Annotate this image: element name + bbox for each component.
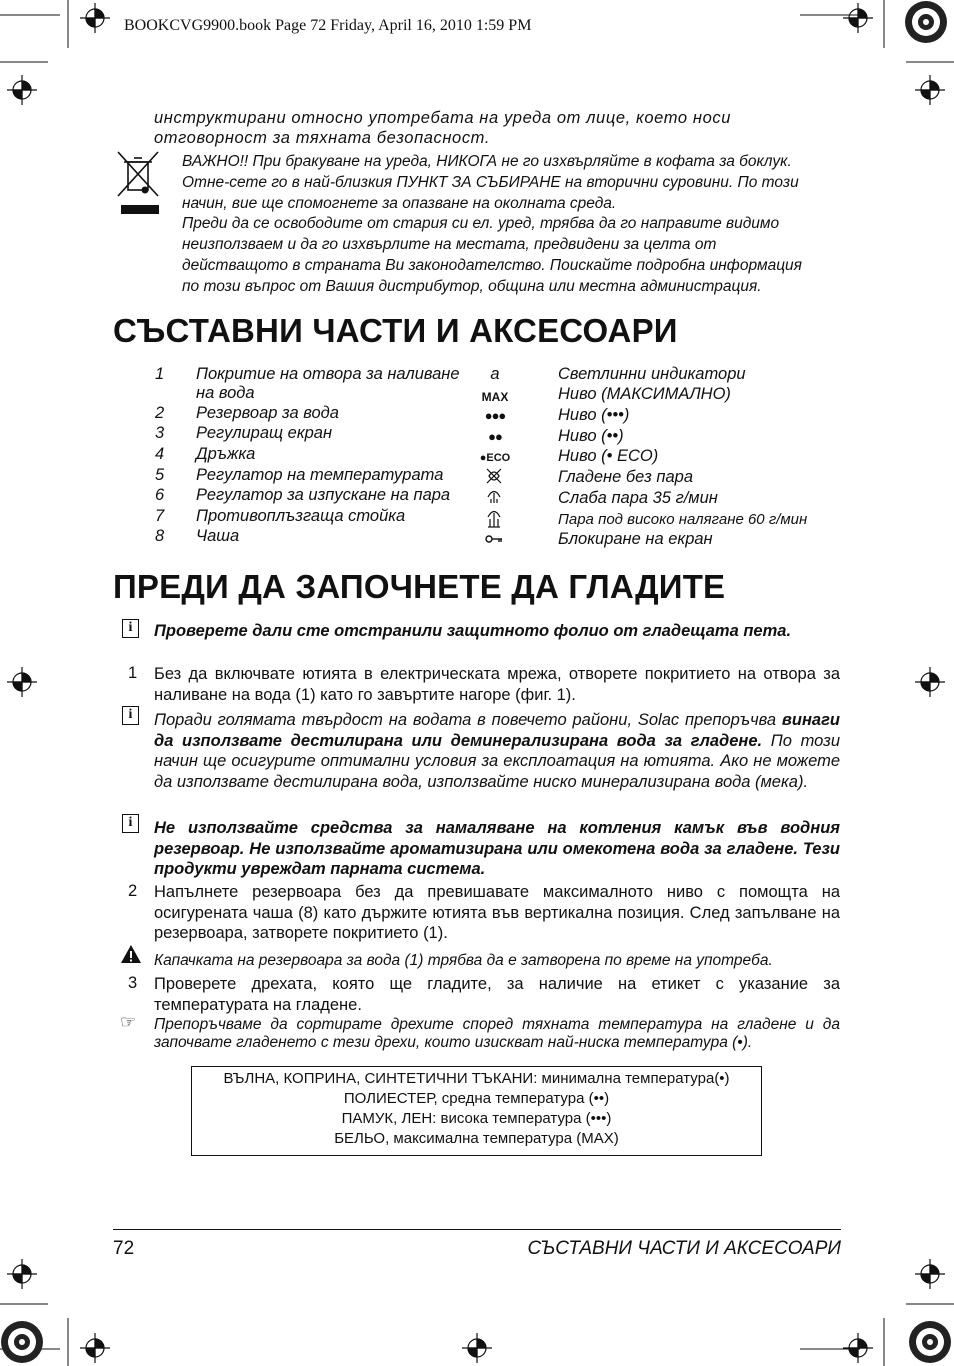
fabric-temperature-table xyxy=(191,1066,762,1156)
print-header-stamp: BOOKCVG9900.book Page 72 Friday, April 16, 2010 1:59 PM xyxy=(124,17,532,34)
footer-section-title: СЪСТАВНИ ЧАСТИ И АКСЕСОАРИ xyxy=(527,1238,841,1259)
note-water-hardness xyxy=(154,710,840,792)
part-name: Противоплъзгаща стойка xyxy=(196,507,406,525)
weee-line: начин, вие ще спомогнете за опазване на околната среда. xyxy=(182,194,617,212)
weee-line: Отне-сете го в най-близкия ПУНКТ ЗА СЪБИРАНЕ на вторични суровини. По този xyxy=(182,173,799,191)
part-number: 7 xyxy=(155,507,165,525)
table-row: ПАМУК, ЛЕН: висока температура (•••) xyxy=(341,1110,612,1127)
weee-line: неизползваем и да го изхвърлите на местата, предвидени за целта от xyxy=(182,236,717,254)
tip-sort-clothes: Препоръчваме да сортирате дрехите според тяхната температура на гладене и да започвате гладенето с тези дрехи, които изискват най-ниска температура (•). xyxy=(154,1016,840,1051)
part-number: 8 xyxy=(155,527,165,545)
part-name: Чаша xyxy=(196,527,240,545)
step-number: 1 xyxy=(128,664,138,682)
note-emphasis: винаги да използвате дестилирана или деминерализирана вода за гладене. xyxy=(154,711,840,750)
part-name: Регулиращ екран xyxy=(196,424,333,442)
max-level-symbol: MAX xyxy=(481,390,509,404)
step-fill-tank: Напълнете резервоара без да превишавате максималното ниво с помощта на осигурената чаша (8) като държите ютията във вертикална позиция. След запълване на резервоара, затворете покритието (1). xyxy=(154,883,840,942)
part-number: 4 xyxy=(155,445,165,463)
pointing-hand-icon: ☞ xyxy=(120,1012,137,1032)
footer-divider xyxy=(113,1229,841,1230)
part-number: 2 xyxy=(155,404,165,422)
part-number: 5 xyxy=(155,466,165,484)
part-name: Дръжка xyxy=(196,445,256,463)
high-steam-icon xyxy=(485,507,503,529)
note-no-descaling-agents: Не използвайте средства за намаляване на котления камък във водния резервоар. Не използвайте ароматизирана или омекотена вода за гладене. Тези продукти увреждат парната система. xyxy=(154,819,840,878)
weee-line: по този въпрос от Вашия дистрибутор, община или местна администрация. xyxy=(182,277,762,295)
two-dots-symbol: ●● xyxy=(488,429,502,444)
eco-symbol: ●ECO xyxy=(479,452,511,464)
step-number: 3 xyxy=(128,974,138,992)
part-number: 3 xyxy=(155,424,165,442)
symbol-description: Блокиране на екран xyxy=(558,530,713,548)
step-check-label: Проверете дрехата, която ще гладите, за наличие на етикет с указание за температурата на гладене. xyxy=(154,975,840,1014)
symbol-description: Пара под високо налягане 60 г/мин xyxy=(558,511,808,528)
warning-icon xyxy=(120,944,142,964)
info-icon: i xyxy=(122,619,139,638)
table-row: ВЪЛНА, КОПРИНА, СИНТЕТИЧНИ ТЪКАНИ: минимална температура(•) xyxy=(223,1070,730,1087)
part-name: Покритие на отвора за наливане на вода xyxy=(196,365,460,402)
part-number: 6 xyxy=(155,486,165,504)
crossed-bin-icon xyxy=(116,150,162,216)
symbol-description: Ниво (• ECO) xyxy=(558,447,659,465)
step-number: 2 xyxy=(128,882,138,900)
weee-line: действащото в страната Ви законодателство. Поискайте подробна информация xyxy=(182,256,802,274)
symbol-description: Слаба пара 35 г/мин xyxy=(558,489,718,507)
table-row: БЕЛЬО, максимална температура (MAX) xyxy=(334,1130,619,1147)
symbol-description: Светлинни индикатори xyxy=(558,365,746,383)
low-steam-icon xyxy=(485,487,503,505)
key-icon xyxy=(485,533,503,545)
page-number: 72 xyxy=(113,1238,135,1259)
section-heading-components: СЪСТАВНИ ЧАСТИ И АКСЕСОАРИ xyxy=(113,312,678,349)
part-name: Регулатор за изпускане на пара xyxy=(196,486,451,504)
symbol-description: Ниво (••) xyxy=(558,427,624,445)
part-number: 1 xyxy=(155,365,165,383)
section-heading-before-ironing: ПРЕДИ ДА ЗАПОЧНЕТЕ ДА ГЛАДИТЕ xyxy=(113,568,726,605)
indicator-letter-a: a xyxy=(490,365,500,383)
note-text: По този начин ще осигурите оптимални условия за експлоатация на ютията. Ако не можете да използвате дестилирана вода, използвайте ниско минерализирана вода (мека). xyxy=(154,731,841,791)
weee-line: ВАЖНО!! При бракуване на уреда, НИКОГА не го изхвърляйте в кофата за боклук. xyxy=(182,153,792,170)
symbol-description: Гладене без пара xyxy=(558,468,694,486)
intro-paragraph: инструктирани относно употребата на уреда от лице, което носи отговорност за тяхната безопасност. xyxy=(154,109,731,147)
note-text: Поради голямата твърдост на водата в повечето райони, Solac препоръчва xyxy=(154,711,782,729)
no-steam-icon xyxy=(485,467,503,485)
info-icon: i xyxy=(122,706,139,725)
weee-line: Преди да се освободите от стария си ел. уред, трябва да го направите видимо xyxy=(182,215,780,233)
part-name: Резервоар за вода xyxy=(196,404,339,422)
part-name: Регулатор на температурата xyxy=(196,466,444,484)
symbol-description: Ниво (МАКСИМАЛНО) xyxy=(558,385,731,403)
note-protective-film: Проверете дали сте отстранили защитното фолио от гладещата пета. xyxy=(154,622,792,640)
step-open-cover: Без да включвате ютията в електрическата мрежа, отворете покритието на отвора за наливане на вода (1) като го завъртите нагоре (фиг. 1). xyxy=(154,665,840,704)
weee-disposal-note xyxy=(182,152,852,298)
info-icon: i xyxy=(122,814,139,833)
three-dots-symbol: ●●● xyxy=(484,408,506,423)
symbol-description: Ниво (•••) xyxy=(558,406,630,424)
warning-cap-closed: Капачката на резервоара за вода (1) трябва да е затворена по време на употреба. xyxy=(154,952,773,969)
table-row: ПОЛИЕСТЕР, средна температура (••) xyxy=(343,1090,610,1107)
